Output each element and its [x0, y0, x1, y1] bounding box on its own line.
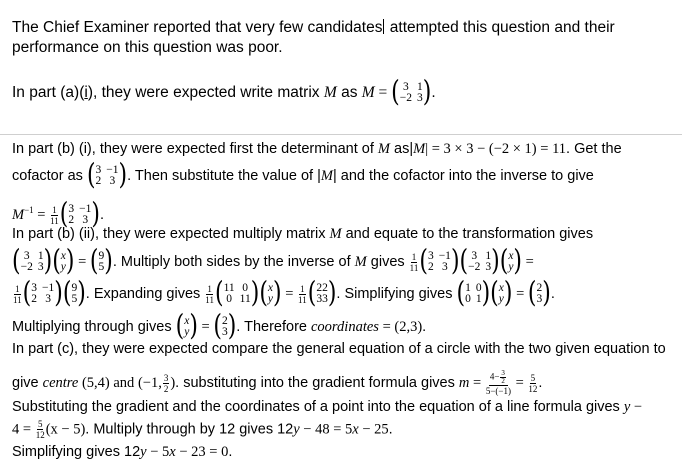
math-text: 2	[221, 315, 228, 327]
math-text: 9	[98, 250, 105, 262]
math-text: .	[388, 421, 393, 438]
math-text: 3	[109, 175, 116, 187]
as-text: as	[336, 84, 362, 102]
part-a-text: In part (a)(	[12, 84, 85, 102]
intro-line-2	[12, 39, 283, 57]
math-text: In part (b) (i), they were expected first the determinant of	[12, 141, 378, 157]
math-text	[468, 251, 491, 273]
part-b-i-line-3: $M^{-1}$ = $\frac{1}{11}$ ( 3 −1 2 3 ) .	[12, 198, 104, 231]
part-b-i-line-2	[12, 159, 594, 192]
math-text: 4−	[489, 371, 500, 382]
math-text: 4 =	[12, 421, 35, 438]
math-text: 11	[13, 294, 22, 305]
math-text	[89, 245, 113, 278]
math-text: 3	[31, 282, 38, 294]
math-text: =	[469, 374, 485, 391]
math-text: M	[329, 226, 342, 242]
math-text: y	[140, 444, 147, 460]
math-text: −2	[468, 261, 481, 273]
line-equation-line-2	[12, 419, 393, 440]
bracket: (	[490, 277, 499, 310]
math-text	[499, 245, 523, 278]
math-text: 3	[485, 261, 492, 273]
math-text: gives	[366, 253, 409, 270]
fraction	[36, 419, 45, 440]
math-text: 3	[441, 261, 448, 273]
bracket: (	[459, 245, 469, 278]
section-divider	[0, 134, 682, 135]
math-text: M	[413, 141, 426, 157]
math-text: 1	[52, 204, 57, 215]
math-text	[490, 277, 513, 310]
math-text: 11	[50, 215, 59, 226]
bracket: (	[259, 277, 268, 310]
fraction	[50, 205, 59, 226]
math-text: 11	[205, 294, 214, 305]
bracket: )	[481, 277, 491, 310]
math-text: as|	[389, 141, 414, 157]
math-text: 5	[71, 293, 78, 305]
bracket: (	[499, 245, 509, 278]
math-text: 2	[427, 261, 434, 273]
math-text	[175, 310, 198, 343]
intro-line-1	[12, 19, 615, 37]
math-text: − 25	[358, 421, 389, 438]
math-text	[527, 277, 551, 310]
math-text: y	[60, 261, 66, 273]
math-text: 3	[501, 369, 505, 377]
matrix-symbol: M	[361, 84, 375, 102]
math-text	[465, 283, 482, 305]
math-text: (−1,	[137, 374, 162, 391]
math-text: −1	[42, 282, 55, 294]
fraction	[486, 370, 511, 396]
math-text: cofactor as	[12, 167, 87, 184]
equals: =	[374, 84, 392, 102]
bracket: )	[503, 277, 513, 310]
bracket: (	[307, 277, 317, 310]
math-text: x	[498, 282, 504, 294]
math-text: =	[511, 374, 528, 391]
math-text	[52, 245, 75, 278]
math-text: 0	[475, 282, 482, 294]
part-b-ii-line-2	[12, 245, 534, 278]
math-text: x	[60, 250, 66, 262]
bracket: )	[327, 277, 337, 310]
cofactor-matrix	[86, 159, 128, 192]
math-text	[31, 283, 54, 305]
math-text: (5,4) and	[78, 374, 138, 391]
math-text: centre	[42, 374, 79, 391]
math-text: 11	[223, 282, 235, 294]
math-text: 22	[316, 282, 328, 294]
math-text: . Expanding gives	[85, 285, 205, 302]
intro-text-b: attempted this question and their	[385, 19, 615, 36]
bracket: )	[43, 245, 53, 278]
math-text: .	[422, 318, 427, 335]
math-text: =	[33, 206, 50, 223]
math-text: 0	[242, 282, 249, 294]
fraction	[500, 370, 506, 385]
part-c-line-1	[12, 340, 666, 358]
bracket: (	[62, 277, 72, 310]
math-text: Substituting the gradient and the coordinates of a point into the equation of a line formula gives	[12, 399, 624, 415]
math-text: | = 3 × 3 − (−2 × 1) = 11	[425, 141, 567, 157]
math-text: M	[12, 206, 25, 223]
math-text: .	[550, 285, 555, 302]
math-text: −2	[20, 261, 33, 273]
math-text	[68, 204, 91, 226]
math-text: 9	[71, 282, 78, 294]
part-a-line	[12, 76, 436, 109]
bracket: (	[391, 76, 400, 109]
math-text: 1	[207, 283, 212, 294]
math-text: 33	[316, 293, 328, 305]
math-text	[62, 277, 86, 310]
math-text: M	[377, 141, 390, 157]
math-text: − 23 = 0	[175, 444, 229, 460]
math-text: = (2,3)	[378, 318, 423, 335]
math-text: 2	[95, 175, 102, 187]
bracket: )	[54, 277, 63, 310]
part-b-ii-line-1	[12, 225, 593, 243]
math-text: x	[184, 315, 190, 327]
math-text: . substituting into the gradient formula gives	[175, 374, 459, 391]
math-text: y	[498, 293, 504, 305]
math-text	[459, 245, 500, 278]
math-text: 2	[501, 377, 505, 385]
math-text: 3	[427, 250, 434, 262]
math-text: 11	[239, 293, 251, 305]
math-text: (x − 5)	[45, 421, 86, 438]
math-text: 3	[163, 372, 169, 383]
bracket: )	[118, 159, 128, 192]
math-text: −1	[438, 250, 451, 262]
math-text	[213, 310, 237, 343]
bracket: )	[450, 245, 460, 278]
math-text	[21, 251, 44, 273]
bracket: (	[22, 277, 32, 310]
bracket: (	[12, 245, 21, 278]
fraction	[205, 284, 214, 305]
math-text: coordinates	[311, 318, 379, 335]
math-text	[224, 283, 251, 305]
coordinates-line	[12, 310, 427, 343]
math-text: 3	[221, 326, 228, 338]
math-text: −1	[106, 164, 119, 176]
math-text	[12, 245, 53, 278]
math-text: 5	[37, 419, 43, 429]
bracket: )	[91, 198, 100, 231]
math-text: 0	[226, 293, 232, 305]
bracket: (	[59, 198, 69, 231]
math-text: − 48 = 5	[299, 421, 353, 438]
math-text	[22, 277, 63, 310]
math-text: 5−(−1)	[485, 386, 511, 396]
math-text: 1	[475, 293, 482, 305]
math-text: M	[354, 253, 367, 270]
math-text: y	[293, 421, 300, 438]
fraction	[13, 284, 22, 305]
math-text: =	[522, 253, 534, 270]
math-text: y	[267, 293, 274, 305]
bracket: )	[513, 245, 523, 278]
part-b-ii-line-3	[12, 277, 555, 310]
math-text	[489, 370, 508, 386]
math-text	[456, 277, 491, 310]
math-text: Simplifying gives 12	[12, 444, 141, 460]
math-text: . Multiply through by 12 gives 12	[85, 421, 294, 438]
bracket: )	[227, 310, 237, 343]
math-text: 3	[536, 293, 543, 305]
math-text: 1	[465, 282, 471, 294]
math-text: 3	[37, 261, 44, 273]
line-equation-line-1	[12, 398, 642, 416]
bracket: )	[273, 277, 282, 310]
math-text: 3	[471, 250, 478, 262]
bracket: (	[52, 245, 61, 278]
math-text	[214, 277, 260, 310]
math-text: . Then substitute the value of |	[127, 167, 321, 184]
math-text: 3	[45, 293, 52, 305]
bracket: )	[542, 277, 551, 310]
math-text: 1	[485, 250, 492, 262]
math-text: | and the cofactor into the inverse to give	[332, 167, 594, 184]
math-text: −1	[79, 203, 92, 215]
math-text: y	[623, 399, 631, 415]
math-text: =	[74, 253, 90, 270]
bracket: )	[65, 245, 75, 278]
bracket: )	[250, 277, 260, 310]
math-text: .	[538, 374, 543, 391]
math-text: 3	[23, 250, 30, 262]
math-text: )	[170, 374, 176, 391]
bracket: (	[175, 310, 185, 343]
bracket: (	[419, 245, 428, 278]
final-line	[12, 443, 232, 461]
intro-text-a: The Chief Examiner reported that very few candidates	[12, 19, 383, 36]
part-a-i: i	[84, 84, 88, 102]
math-text: .	[431, 84, 436, 102]
math-text: 11	[409, 262, 419, 273]
matrix-symbol: M	[323, 84, 337, 102]
math-text: −	[630, 399, 643, 415]
math-text	[400, 82, 423, 104]
bracket: (	[213, 310, 222, 343]
math-text: . Get the	[566, 141, 622, 157]
math-text: − 5	[146, 444, 170, 460]
math-text: 3	[68, 203, 75, 215]
math-text: 5	[530, 372, 536, 383]
math-text: y	[184, 326, 190, 338]
bracket: )	[77, 277, 86, 310]
math-text: 12	[35, 430, 45, 440]
math-text: 12	[528, 383, 538, 394]
math-text: 3	[417, 92, 423, 104]
math-text: 1	[15, 283, 20, 294]
math-text: =	[197, 318, 214, 335]
bracket: )	[104, 245, 113, 278]
math-text: x	[508, 250, 514, 262]
math-text: . Therefore	[236, 318, 311, 335]
math-text: 1	[37, 250, 44, 262]
math-text: 3	[82, 214, 89, 226]
math-text: m	[458, 374, 470, 391]
math-text	[307, 277, 337, 310]
math-text: . Multiply both sides by the inverse of	[112, 253, 355, 270]
math-text: .	[228, 444, 233, 460]
math-text: 1	[417, 81, 423, 93]
bracket: (	[214, 277, 224, 310]
math-text: 2	[31, 293, 38, 305]
math-text: x	[267, 282, 274, 294]
bracket: (	[456, 277, 466, 310]
intro-text-c: performance on this question was poor.	[12, 39, 283, 56]
math-text: M	[320, 167, 333, 184]
bracket: )	[491, 245, 500, 278]
math-text	[419, 245, 460, 278]
math-text: x	[169, 444, 176, 460]
math-text: =	[281, 285, 298, 302]
math-text: 11	[298, 294, 307, 305]
math-text	[428, 251, 451, 273]
matrix-M	[391, 76, 432, 109]
bracket: (	[527, 277, 537, 310]
part-c-line-2	[12, 370, 542, 396]
bracket: )	[422, 76, 432, 109]
bracket: )	[189, 310, 198, 343]
math-text	[259, 277, 282, 310]
math-text	[316, 283, 328, 305]
bracket: (	[89, 245, 99, 278]
math-text: y	[508, 261, 514, 273]
math-text: and equate to the transformation gives	[341, 226, 594, 242]
math-text: In part (b) (ii), they were expected multiply matrix	[12, 226, 330, 242]
math-text: In part (c), they were expected compare the general equation of a circle with the two given equation to	[12, 341, 666, 357]
math-text: . Simplifying gives	[336, 285, 457, 302]
bracket: (	[86, 159, 96, 192]
fraction	[298, 284, 307, 305]
math-text: 0	[465, 293, 471, 305]
math-text: 2	[163, 383, 169, 394]
math-text	[96, 165, 119, 187]
fraction	[163, 373, 170, 394]
inverse-matrix	[59, 198, 100, 231]
math-text: 1	[411, 251, 417, 262]
math-text: Multiplying through gives	[12, 318, 176, 335]
math-text: give	[12, 374, 43, 391]
math-text: x	[352, 421, 359, 438]
part-a-text-2: ), they were expected write matrix	[87, 84, 324, 102]
math-text: 3	[403, 81, 409, 93]
math-text: 2	[536, 282, 543, 294]
math-text: 3	[95, 164, 102, 176]
math-text: 1	[300, 283, 305, 294]
part-b-i-line-1	[12, 140, 622, 158]
fraction	[528, 373, 537, 394]
fraction	[410, 252, 419, 273]
math-text: −2	[399, 92, 413, 104]
math-text: 5	[98, 261, 105, 273]
math-text: =	[512, 285, 528, 302]
math-text: 2	[68, 214, 75, 226]
math-text: .	[99, 206, 104, 223]
